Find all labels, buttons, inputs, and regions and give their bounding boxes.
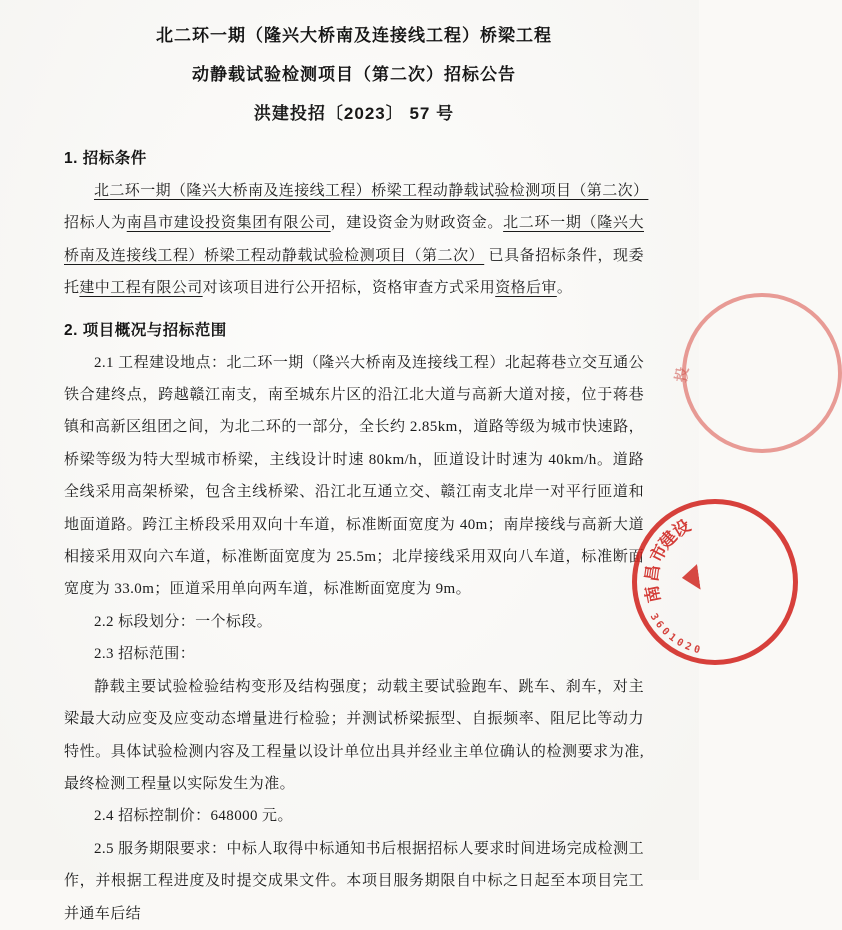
paragraph-2-1-location: 2.1 工程建设地点：北二环一期（隆兴大桥南及连接线工程）北起蒋巷立交互通公铁合建终点，跨越赣江南支，南至城东片区的沿江北大道与高新大道对接，位于蒋巷镇和高新区组团之间，为北二环的一部分，全长约 2.85km，道路等级为城市快速路，桥梁等级为特大型城市桥梁，主线设计时速 80km/h，匝道设计时速为 40km/h。道路全线采用高架桥梁，包含主线桥梁、沿江北互通立交、赣江南支北岸一对平行匝道和地面道路。跨江主桥段采用双向十车道，标准断面宽度为 40m；南岸接线与高新大道相接采用双向六车道，标准断面宽度为 25.5m；北岸接线采用双向八车道，标准断面宽度为 33.0m；匝道采用单向两车道，标准断面宽度为 9m。	[64, 354, 644, 598]
underlined-text: 南昌市建设投资集团有限公司	[126, 215, 331, 232]
seal-arc-character: 设	[669, 516, 694, 542]
seal-ring	[682, 293, 842, 453]
underlined-text: 资格后审	[495, 280, 557, 297]
paragraph-2-5-service-period: 2.5 服务期限要求：中标人取得中标通知书后根据招标人要求时间进场完成检测工作，并根据工程进度及时提交成果文件。本项目服务期限自中标之日起至本项目完工并通车后结	[64, 840, 644, 922]
plain-text: 招标人为	[64, 215, 127, 232]
section-2-heading: 2. 项目概况与招标范围	[64, 321, 227, 339]
seal-arc-character: 市	[646, 541, 672, 566]
seal-arc-character: 昌	[642, 563, 664, 583]
seal-serial-digit: 2	[683, 640, 693, 654]
plain-text: ，建设资金为财政资金。	[330, 215, 504, 232]
underlined-text: 建中工程有限公司	[79, 280, 203, 297]
seal-arc-character: 建	[655, 527, 681, 553]
paragraph-2-2-lots: 2.2 标段划分：一个标段。	[94, 613, 273, 630]
doc-title-line2: 动静载试验检测项目（第二次）招标公告	[192, 65, 516, 84]
seal-serial-digit: 6	[652, 619, 666, 631]
paragraph-2-4-control-price: 2.4 招标控制价：648000 元。	[94, 808, 293, 825]
section-1-paragraph	[64, 175, 649, 305]
seal-serial-digit: 0	[692, 644, 702, 657]
seal-serial-digit: 3	[647, 611, 661, 623]
seal-arc-character: 投	[673, 365, 693, 384]
seal-serial-digit: 0	[674, 636, 686, 650]
doc-title-line1: 北二环一期（隆兴大桥南及连接线工程）桥梁工程	[156, 26, 552, 45]
doc-number: 洪建投招〔2023〕 57 号	[253, 104, 455, 123]
underlined-text: 北二环一期（隆兴大桥南及连接线工程）桥梁工程动静载试验检测项目（第二次）	[64, 215, 644, 264]
plain-text: 对该项目进行公开招标，资格审查方式采用	[202, 280, 496, 297]
seal-serial-digit: 1	[666, 631, 678, 645]
underlined-text: 北二环一期（隆兴大桥南及连接线工程）桥梁工程动静载试验检测项目（第二次）	[94, 183, 649, 199]
seal-arc-character: 南	[642, 583, 665, 605]
seal-serial-digit: 0	[659, 625, 672, 638]
official-seal-partial-upper	[682, 293, 842, 453]
paragraph-2-3-scope-body: 静载主要试验检验结构变形及结构强度；动载主要试验跑车、跳车、刹车，对主梁最大动应变及应变动态增量进行检验；并测试桥梁振型、自振频率、阻尼比等动力特性。具体试验检测内容及工程量以设计单位出具并经业主单位确认的检测要求为准,最终检测工程量以实际发生为准。	[64, 678, 644, 792]
plain-text: 已具备招标条件，现委托	[64, 247, 645, 297]
plain-text: 。	[556, 280, 573, 297]
section-1-heading: 1. 招标条件	[64, 150, 147, 167]
paragraph-2-3-scope-label: 2.3 招标范围：	[94, 646, 196, 663]
